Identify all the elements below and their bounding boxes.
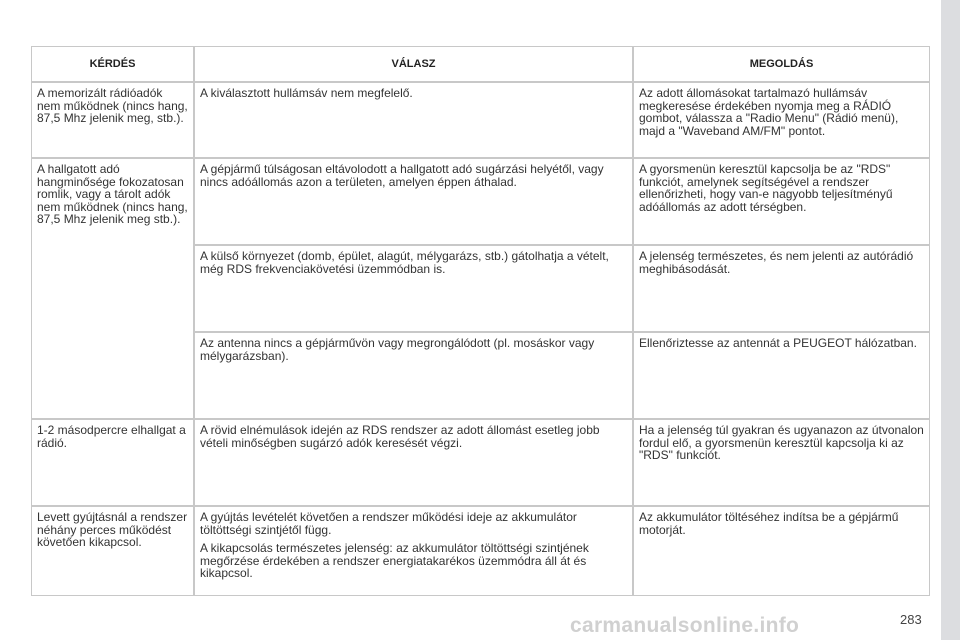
row1-solution: Az adott állomásokat tartalmazó hullámsáv megkeresése érdekében nyomja meg a RÁDIÓ gombot, válassza a "Radio Menu" (Rádió menü), majd a "Waveband AM/FM" pontot. (634, 83, 929, 157)
row6-answer-paragraph-1: A gyújtás levételét követően a rendszer működési ideje az akkumulátor töltöttségi szintjétől függ. (200, 510, 577, 537)
row4-answer: Az antenna nincs a gépjárművön vagy megrongálódott (pl. mosáskor vagy mélygarázsban). (195, 333, 632, 418)
row6-answer (195, 507, 632, 595)
row5-solution: Ha a jelenség túl gyakran és ugyanazon az útvonalon fordul elő, a gyorsmenün keresztül kapcsolja ki az "RDS" funkciót. (634, 420, 929, 505)
row4-solution: Ellenőriztesse az antennát a PEUGEOT hálózatban. (634, 333, 929, 418)
row3-solution: A jelenség természetes, és nem jelenti az autórádió meghibásodását. (634, 246, 929, 331)
row6-question: Levett gyújtásnál a rendszer néhány perces működést követően kikapcsol. (32, 507, 193, 595)
page-number: 283 (900, 612, 922, 627)
header-question: KÉRDÉS (32, 47, 193, 81)
troubleshooting-table (31, 46, 930, 596)
row6-answer-paragraph-2: A kikapcsolás természetes jelenség: az akkumulátor töltöttségi szintjének megőrzése érdekében a rendszer energiatakarékos üzemmódra áll át és kikapcsol. (200, 541, 589, 580)
row1-question: A memorizált rádióadók nem működnek (nincs hang, 87,5 Mhz jelenik meg, stb.). (32, 83, 193, 157)
row5-answer: A rövid elnémulások idején az RDS rendszer az adott állomást esetleg jobb vételi minőségben sugárzó adók keresését végzi. (195, 420, 632, 505)
header-answer: VÁLASZ (195, 47, 632, 81)
header-solution: MEGOLDÁS (634, 47, 929, 81)
row5-question: 1-2 másodpercre elhallgat a rádió. (32, 420, 193, 505)
row3-answer: A külső környezet (domb, épület, alagút, mélygarázs, stb.) gátolhatja a vételt, még RDS frekvenciakövetési üzemmódban is. (195, 246, 632, 331)
row2-question: A hallgatott adó hangminősége fokozatosan romlik, vagy a tárolt adók nem működnek (nincs hang, 87,5 Mhz jelenik meg stb.). (32, 159, 193, 418)
row1-answer: A kiválasztott hullámsáv nem megfelelő. (195, 83, 632, 157)
row6-solution: Az akkumulátor töltéséhez indítsa be a gépjármű motorját. (634, 507, 929, 595)
row2-answer: A gépjármű túlságosan eltávolodott a hallgatott adó sugárzási helyétől, vagy nincs adóállomás azon a területen, amelyen éppen áthalad. (195, 159, 632, 244)
watermark: carmanualsonline.info (570, 614, 800, 637)
row2-solution: A gyorsmenün keresztül kapcsolja be az "RDS" funkciót, amelynek segítségével a rendszer ellenőrizheti, hogy van-e nagyobb teljesítményű adóállomás az adott térségben. (634, 159, 929, 244)
side-bar (941, 0, 960, 640)
